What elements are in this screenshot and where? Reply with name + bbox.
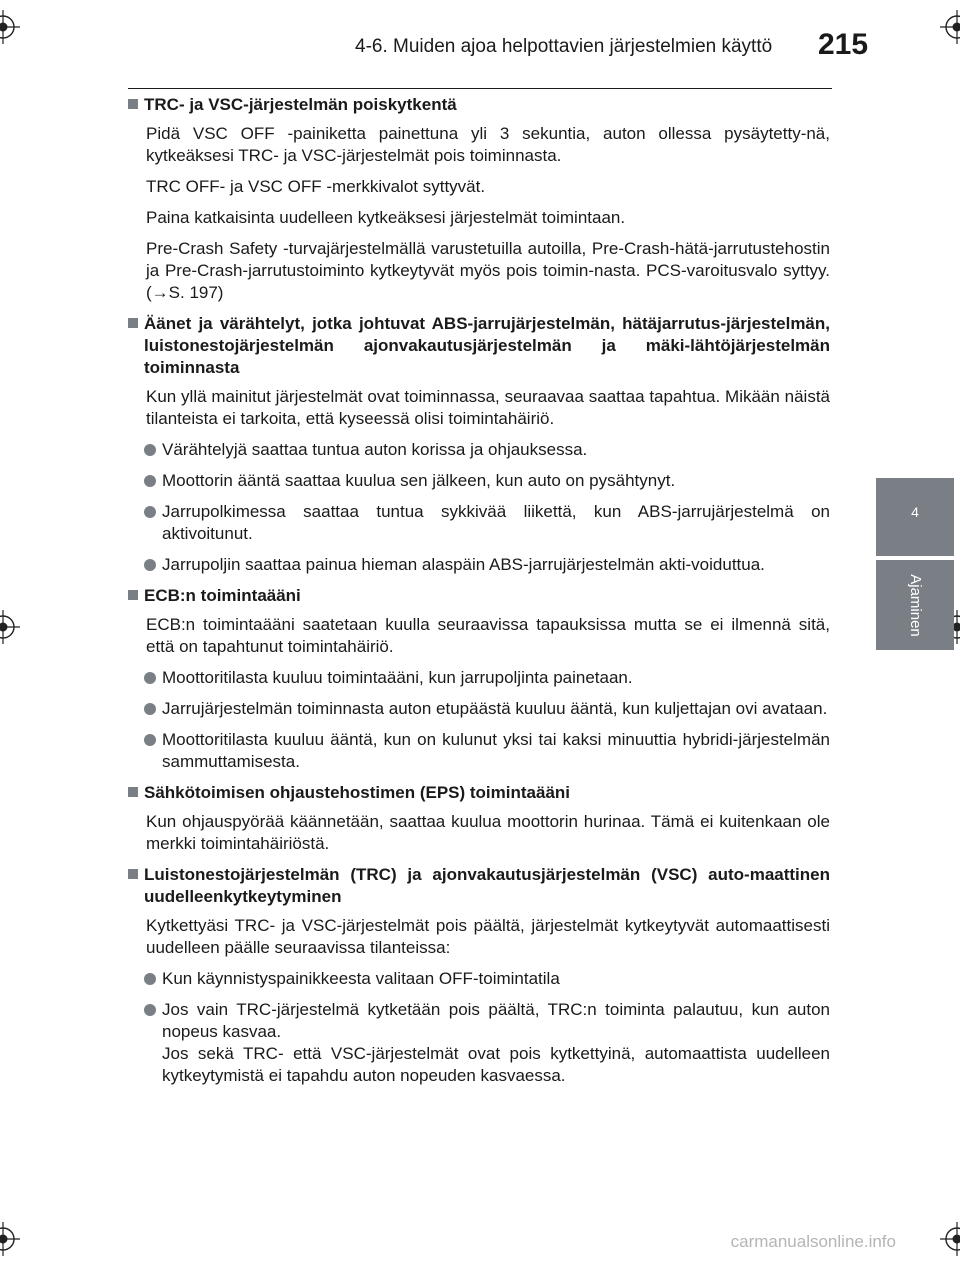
square-bullet-icon (128, 318, 138, 328)
bullet-item (128, 698, 830, 720)
section-heading-text: TRC- ja VSC-järjestelmän poiskytkentä (144, 95, 457, 114)
paragraph: Kun ohjauspyörää käännetään, saattaa kuulua moottorin hurinaa. Tämä ei kuitenkaan ole merkki toimintahäiriöstä. (146, 812, 830, 853)
chapter-title: Ajaminen (906, 573, 924, 637)
bullet-text: Moottoritilasta kuuluu ääntä, kun on kulunut yksi tai kaksi minuuttia hybridi-järjestelmän sammuttamisesta. (162, 730, 830, 771)
circle-bullet-icon (144, 703, 156, 715)
square-bullet-icon (128, 869, 138, 879)
header-divider (128, 88, 832, 89)
bullet-text: Jarrupolkimessa saattaa tuntua sykkivää liikettä, kun ABS-jarrujärjestelmä on aktivoitunut. (162, 502, 830, 543)
bullet-text: Kun käynnistyspainikkeesta valitaan OFF-toimintatila (162, 969, 560, 988)
paragraph: Kytkettyäsi TRC- ja VSC-järjestelmät pois päältä, järjestelmät kytkeytyvät automaattisesti uudelleen päälle seuraavissa tilanteissa: (146, 916, 830, 957)
bullet-item (128, 729, 830, 773)
chapter-title-tab (876, 560, 954, 650)
section-heading-text: Sähkötoimisen ohjaustehostimen (EPS) toimintaääni (144, 783, 571, 802)
paragraph: ECB:n toimintaääni saatetaan kuulla seuraavissa tapauksissa mutta se ei ilmennä sitä, että on tapahtunut toimintahäiriö. (146, 615, 830, 656)
bullet-text: Moottorin ääntä saattaa kuulua sen jälkeen, kun auto on pysähtynyt. (162, 471, 676, 490)
registration-mark-icon (0, 610, 20, 644)
square-bullet-icon (128, 787, 138, 797)
square-bullet-icon (128, 99, 138, 109)
section (128, 313, 830, 576)
circle-bullet-icon (144, 672, 156, 684)
section-heading-text: Luistonestojärjestelmän (TRC) ja ajonvakautusjärjestelmän (VSC) auto-maattinen uudelleenkytkeytyminen (144, 865, 830, 906)
bullet-item (128, 968, 830, 990)
section (128, 585, 830, 773)
circle-bullet-icon (144, 506, 156, 518)
section (128, 864, 830, 1087)
registration-mark-icon (0, 1222, 20, 1256)
section-heading-text: Äänet ja värähtelyt, jotka johtuvat ABS-jarrujärjestelmän, hätäjarrutus-järjestelmän, luistonestojärjestelmän ajonvakautusjärjestelmän ja mäki-lähtöjärjestelmän toiminnasta (144, 314, 830, 377)
bullet-item (128, 999, 830, 1087)
bullet-text: Jarrupoljin saattaa painua hieman alaspäin ABS-jarrujärjestelmän akti-voiduttua. (162, 555, 765, 574)
paragraph: Pidä VSC OFF -painiketta painettuna yli 3 sekuntia, auton ollessa pysäytetty-nä, kytkeäksesi TRC- ja VSC-järjestelmät pois toiminnasta. (146, 124, 830, 165)
circle-bullet-icon (144, 559, 156, 571)
paragraph: TRC OFF- ja VSC OFF -merkkivalot syttyvät. (146, 177, 486, 196)
page-content (128, 94, 830, 1096)
section-heading (128, 782, 830, 804)
bullet-text: Jos vain TRC-järjestelmä kytketään pois päältä, TRC:n toiminta palautuu, kun auton nopeus kasvaa. (162, 1000, 830, 1041)
watermark: carmanualsonline.info (730, 1232, 896, 1251)
paragraph: Kun yllä mainitut järjestelmät ovat toiminnassa, seuraavaa saattaa tapahtua. Mikään näistä tilanteista ei tarkoita, että kyseessä olisi toimintahäiriö. (146, 387, 830, 428)
circle-bullet-icon (144, 444, 156, 456)
page-number: 215 (818, 28, 869, 61)
section-heading (128, 585, 830, 607)
bullet-item (128, 439, 830, 461)
bullet-item (128, 667, 830, 689)
circle-bullet-icon (144, 973, 156, 985)
section-header-title: 4-6. Muiden ajoa helpottavien järjestelmien käyttö (355, 36, 773, 57)
square-bullet-icon (128, 590, 138, 600)
registration-mark-icon (940, 10, 960, 44)
bullet-text: Jarrujärjestelmän toiminnasta auton etupäästä kuuluu ääntä, kun kuljettajan ovi avataan. (162, 699, 828, 718)
chapter-number: 4 (911, 504, 919, 520)
registration-mark-icon (940, 1222, 960, 1256)
bullet-text-continued: Jos sekä TRC- että VSC-järjestelmät ovat pois kytkettyinä, automaattista uudelleen kytkeytymistä ei tapahdu auton nopeuden kasvaessa. (162, 1044, 830, 1085)
section-heading (128, 94, 830, 116)
paragraph: Paina katkaisinta uudelleen kytkeäksesi järjestelmät toimintaan. (146, 208, 626, 227)
bullet-text: Moottoritilasta kuuluu toimintaääni, kun jarrupoljinta painetaan. (162, 668, 633, 687)
bullet-text: Värähtelyjä saattaa tuntua auton korissa ja ohjauksessa. (162, 440, 588, 459)
circle-bullet-icon (144, 475, 156, 487)
registration-mark-icon (0, 10, 20, 44)
circle-bullet-icon (144, 734, 156, 746)
bullet-item (128, 470, 830, 492)
bullet-item (128, 554, 830, 576)
section-heading (128, 864, 830, 908)
bullet-item (128, 501, 830, 545)
section (128, 782, 830, 855)
section-heading-text: ECB:n toimintaääni (144, 586, 301, 605)
section-heading (128, 313, 830, 379)
circle-bullet-icon (144, 1004, 156, 1016)
paragraph: Pre-Crash Safety -turvajärjestelmällä varustetuilla autoilla, Pre-Crash-hätä-jarrutustehostin ja Pre-Crash-jarrutustoiminto kytkeytyvät myös pois toimin-nasta. PCS-varoitusvalo syttyy. (→S. 197) (146, 239, 830, 302)
section (128, 94, 830, 304)
